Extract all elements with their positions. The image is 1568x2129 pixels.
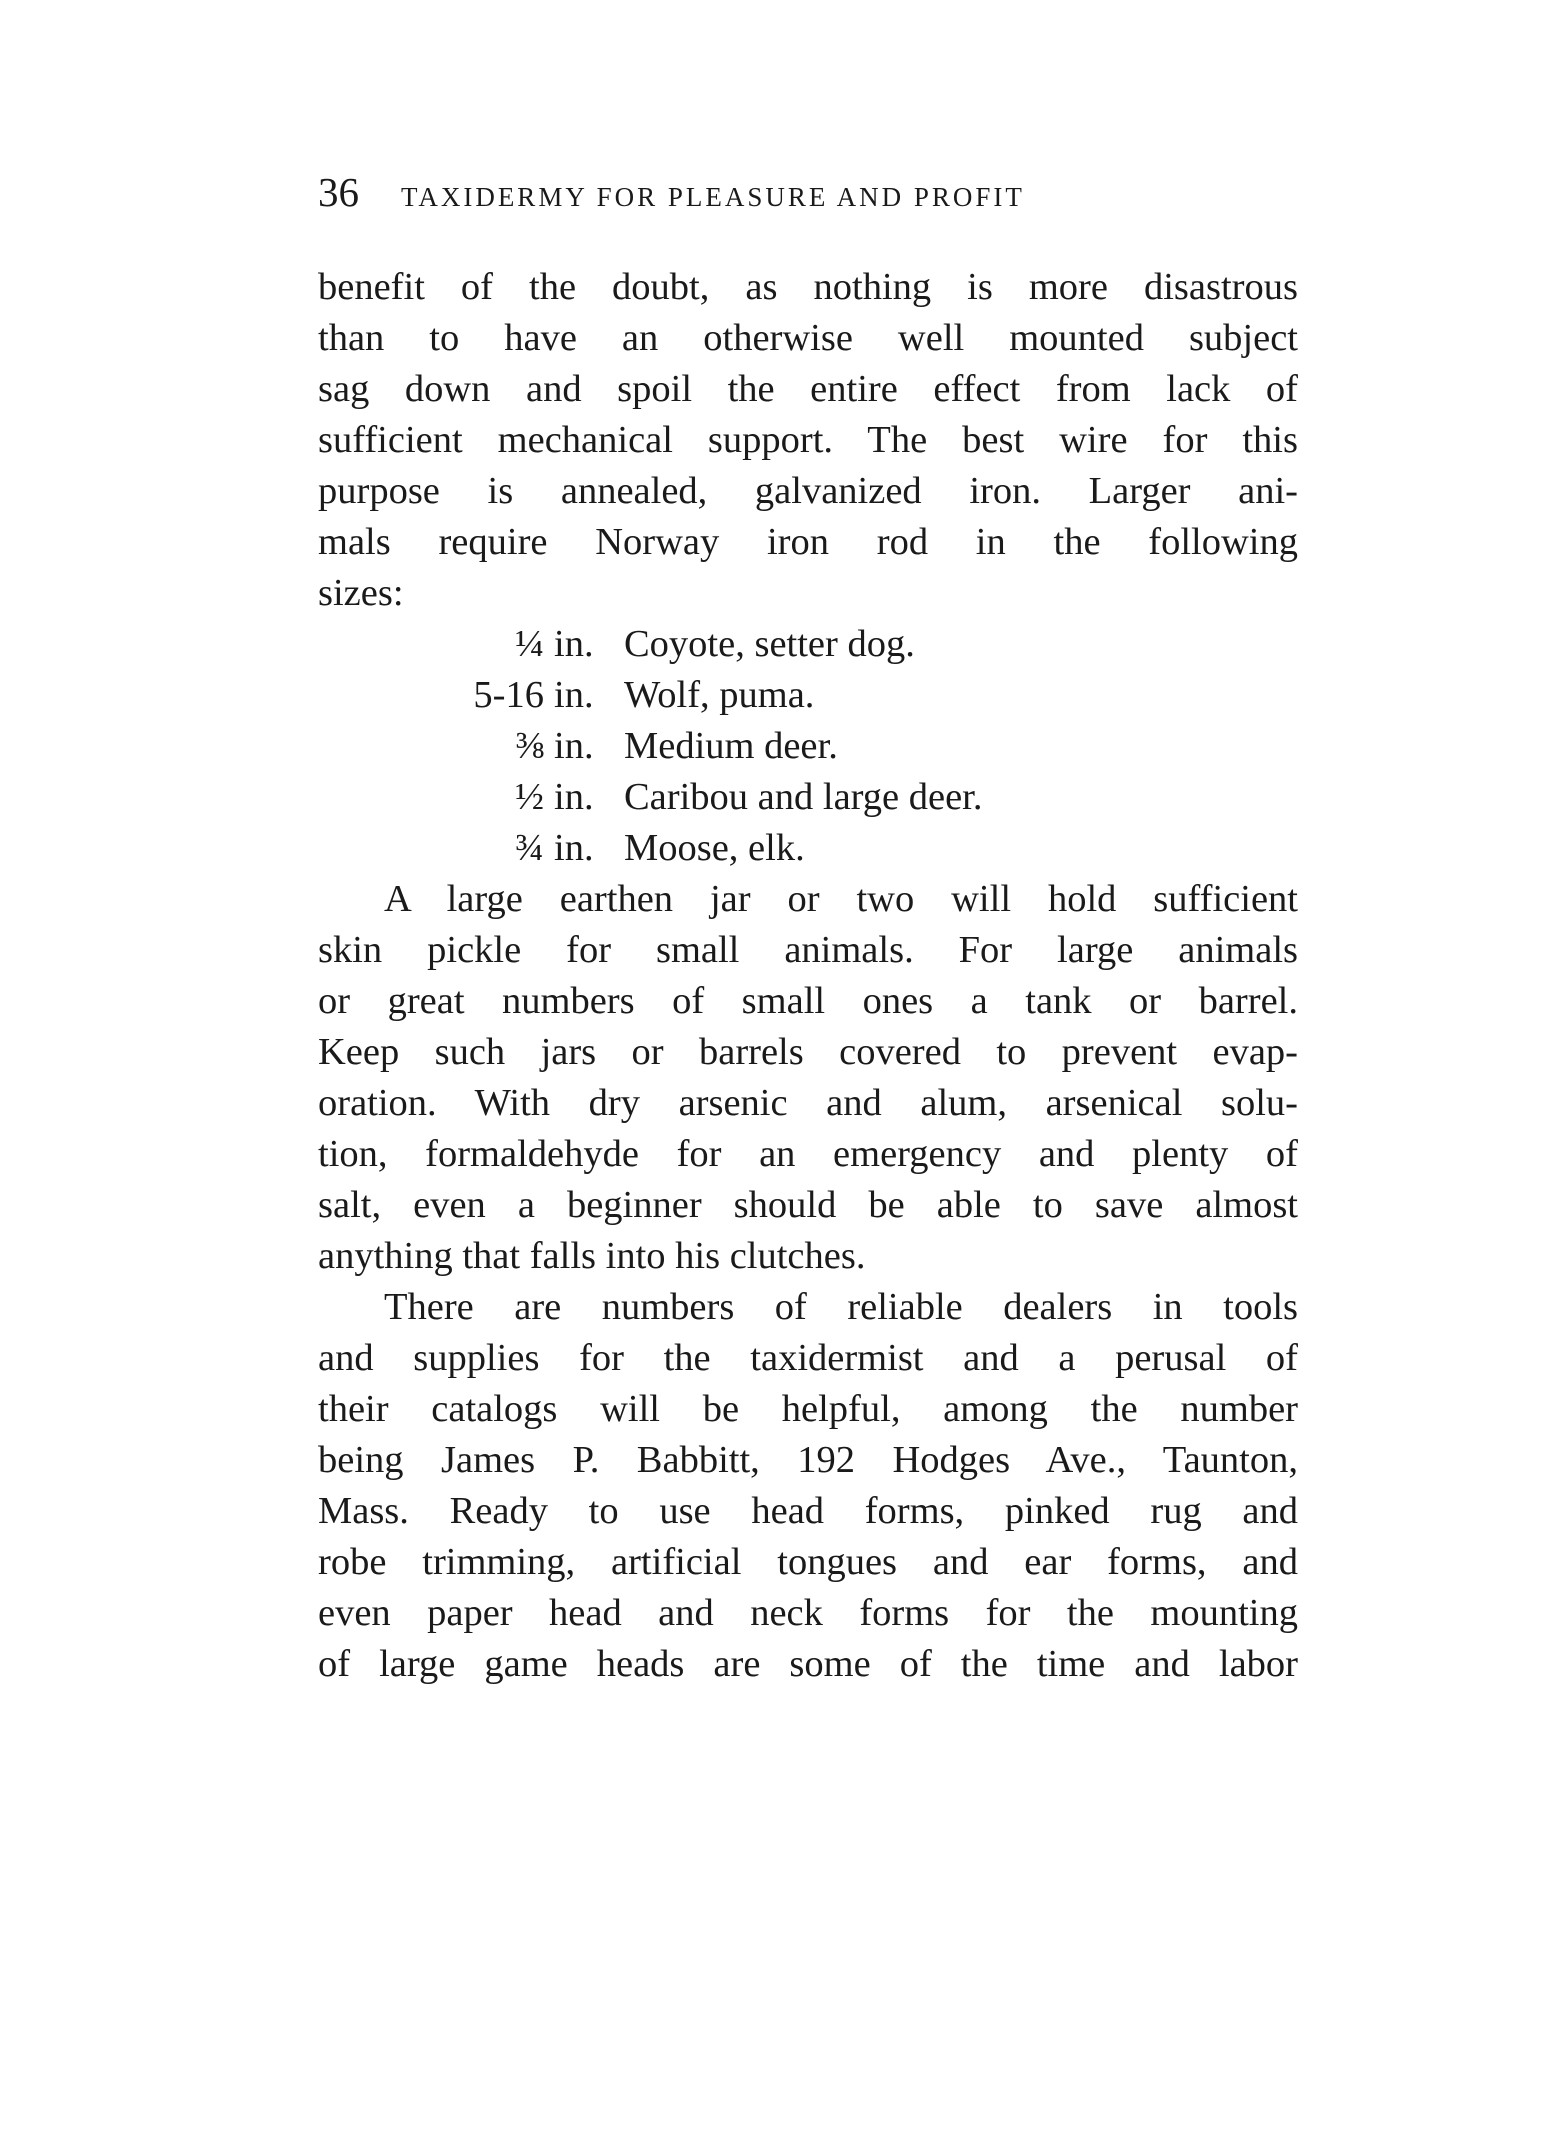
text-line: sizes: — [318, 572, 404, 614]
size-row — [318, 772, 1298, 823]
text-line: being James P. Babbitt, 192 Hodges Ave., Taunton, — [318, 1439, 1298, 1481]
animal-list: Moose, elk. — [624, 827, 805, 869]
text-line: oration. With dry arsenic and alum, arsenical solu- — [318, 1082, 1298, 1124]
paragraph-skin-pickle — [318, 874, 1298, 1282]
text-line: their catalogs will be helpful, among the number — [318, 1388, 1298, 1430]
size-unit: in. — [554, 623, 594, 665]
text-line: mals require Norway iron rod in the following — [318, 521, 1298, 563]
paragraph-dealers — [318, 1282, 1298, 1690]
text-line: anything that falls into his clutches. — [318, 1235, 866, 1277]
size-unit: in. — [554, 725, 594, 767]
rod-sizes-table — [318, 619, 1298, 874]
rod-size: ½ — [515, 776, 544, 818]
rod-size: 5-16 — [473, 674, 544, 716]
text-line: skin pickle for small animals. For large animals — [318, 929, 1298, 971]
size-unit: in. — [554, 827, 594, 869]
animal-list: Medium deer. — [624, 725, 838, 767]
size-row — [318, 670, 1298, 721]
rod-size: ¾ — [515, 827, 544, 869]
text-line: tion, formaldehyde for an emergency and plenty of — [318, 1133, 1298, 1175]
size-row — [318, 823, 1298, 874]
animal-list: Coyote, setter dog. — [624, 623, 915, 665]
text-line: benefit of the doubt, as nothing is more disastrous — [318, 266, 1298, 308]
text-line: than to have an otherwise well mounted subject — [318, 317, 1298, 359]
text-line: of large game heads are some of the time and labor — [318, 1643, 1298, 1685]
size-unit: in. — [554, 674, 594, 716]
paragraph-wire-sizes — [318, 262, 1298, 619]
size-unit: in. — [554, 776, 594, 818]
text-line: There are numbers of reliable dealers in tools — [384, 1286, 1298, 1328]
rod-size: ¼ — [515, 623, 544, 665]
text-line: sag down and spoil the entire effect from lack of — [318, 368, 1298, 410]
text-line: or great numbers of small ones a tank or barrel. — [318, 980, 1298, 1022]
text-line: Keep such jars or barrels covered to prevent evap- — [318, 1031, 1298, 1073]
size-row — [318, 619, 1298, 670]
text-line: salt, even a beginner should be able to save almost — [318, 1184, 1298, 1226]
size-row — [318, 721, 1298, 772]
page-number: 36 — [318, 169, 359, 215]
text-line: Mass. Ready to use head forms, pinked rug and — [318, 1490, 1298, 1532]
rod-size: ⅜ — [515, 725, 544, 767]
text-line: purpose is annealed, galvanized iron. Larger ani- — [318, 470, 1298, 512]
running-head — [318, 168, 1298, 228]
animal-list: Caribou and large deer. — [624, 776, 983, 818]
book-title: TAXIDERMY FOR PLEASURE AND PROFIT — [401, 182, 1025, 212]
body-text — [318, 262, 1298, 1690]
animal-list: Wolf, puma. — [624, 674, 815, 716]
text-line: A large earthen jar or two will hold sufficient — [384, 878, 1298, 920]
text-line: sufficient mechanical support. The best wire for this — [318, 419, 1298, 461]
text-line: even paper head and neck forms for the mounting — [318, 1592, 1298, 1634]
text-line: and supplies for the taxidermist and a perusal of — [318, 1337, 1298, 1379]
text-line: robe trimming, artificial tongues and ear forms, and — [318, 1541, 1298, 1583]
